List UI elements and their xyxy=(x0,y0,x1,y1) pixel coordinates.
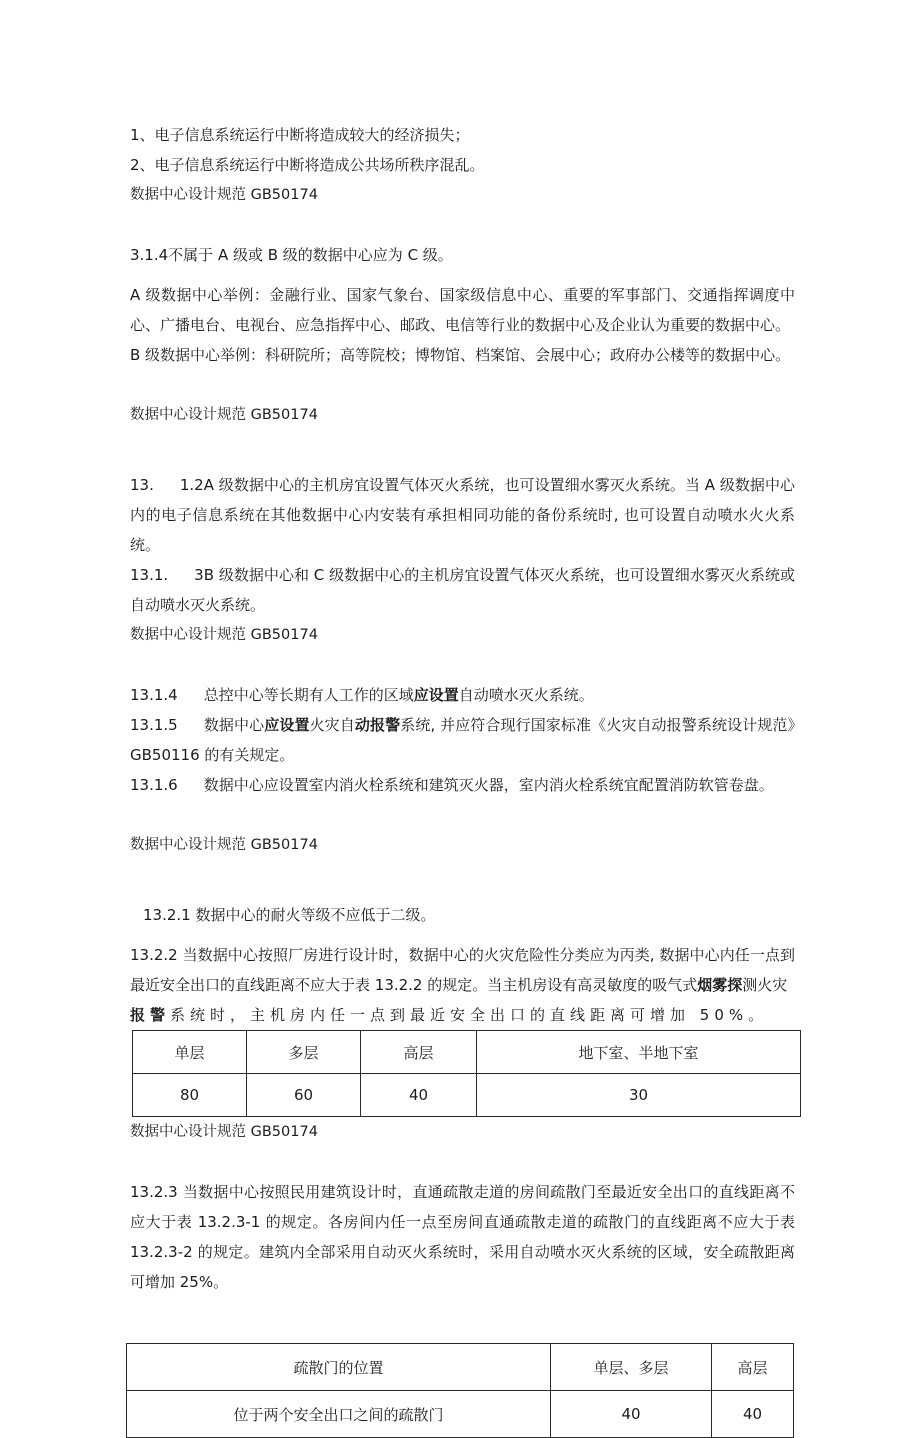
spacer xyxy=(130,650,795,680)
table-header-cell: 疏散门的位置 xyxy=(127,1344,551,1391)
section-13-2-2-last-line xyxy=(130,1000,795,1030)
table-row xyxy=(133,1074,801,1117)
section-13-1-5-number: 13.1.5 xyxy=(130,716,178,734)
table-13-2-3-1-wrapper xyxy=(130,1343,795,1424)
spacer xyxy=(130,930,795,940)
table-header-cell: 高层 xyxy=(712,1344,794,1391)
table-header-cell: 地下室、半地下室 xyxy=(477,1031,801,1074)
intro-item-2: 2、电子信息系统运行中断将造成公共场所秩序混乱。 xyxy=(130,156,485,174)
spacer xyxy=(130,860,795,900)
section-13-2-1-number: 13.2.1 xyxy=(143,906,191,924)
spacer xyxy=(130,210,795,240)
table-header-cell: 单层 xyxy=(133,1031,247,1074)
section-13-1-3-text: 级数据中心和 C 级数据中心的主机房宜设置气体灭火系统，也可设置细水雾灭火系统或自动喷水灭火系统。 xyxy=(130,566,795,614)
section-13-1-2-number-cont: 1.2A xyxy=(179,476,214,494)
footer-label-1: 数据中心设计规范 GB50174 xyxy=(130,187,318,203)
table-header-cell: 单层、多层 xyxy=(551,1344,712,1391)
table-cell: 40 xyxy=(361,1074,477,1117)
table-row-header xyxy=(133,1031,801,1074)
section-13-1-4 xyxy=(130,680,795,710)
section-13-1-5-t2: 火灾自 xyxy=(309,716,355,734)
footer-label-3: 数据中心设计规范 GB50174 xyxy=(130,627,318,643)
spacer xyxy=(130,1297,795,1343)
section-13-1-6-number: 13.1.6 xyxy=(130,776,178,794)
table-cell: 60 xyxy=(247,1074,361,1117)
section-13-1-6 xyxy=(130,770,795,800)
footer-label-4: 数据中心设计规范 GB50174 xyxy=(130,837,318,853)
section-13-1-5-b2: 动报警 xyxy=(354,716,401,734)
intro-item-1: 1、电子信息系统运行中断将造成较大的经济损失； xyxy=(130,126,470,144)
section-13-1-3 xyxy=(130,560,795,620)
table-cell: 30 xyxy=(477,1074,801,1117)
section-13-1-3-number: 13.1. xyxy=(130,566,169,584)
section-13-2-3-text: 当数据中心按照民用建筑设计时，直通疏散走道的房间疏散门至最近安全出口的直线距离不应大于表 13.2.3-1 的规定。各房间内任一点至房间直通疏散走道的疏散门的直线距离不应大于表 13.2.3-2 的规定。建筑内全部采用自动灭火系统时，采用自动喷水灭火系统的区域，安全疏散距离可增加 25%。 xyxy=(130,1183,795,1291)
section-13-2-2-last-bold: 报警 xyxy=(130,1006,171,1024)
spacer xyxy=(130,370,795,400)
section-13-1-2-text: 级数据中心的主机房宜设置气体灭火系统，也可设置细水雾灭火系统。当 A 级数据中心内的电子信息系统在其他数据中心内安装有承担相同功能的备份系统时, 也可设置自动喷水火火系统。 xyxy=(130,476,795,554)
table-cell: 位于两个安全出口之间的疏散门 xyxy=(127,1391,551,1438)
section-3-1-4-number: 3.1.4 xyxy=(130,246,169,264)
section-3-1-4-example-b: B 级数据中心举例：科研院所；高等院校；博物馆、档案馆、会展中心；政府办公楼等的数据中心。 xyxy=(130,346,791,364)
section-13-1-5 xyxy=(130,710,795,770)
section-13-2-1 xyxy=(130,900,795,930)
table-cell: 40 xyxy=(712,1391,794,1438)
table-header-cell: 高层 xyxy=(361,1031,477,1074)
footer-label-2: 数据中心设计规范 GB50174 xyxy=(130,407,318,423)
section-13-2-3 xyxy=(130,1177,795,1297)
spacer xyxy=(130,430,795,470)
table-header-cell: 多层 xyxy=(247,1031,361,1074)
section-13-1-5-b1: 应设置 xyxy=(264,716,310,734)
section-13-1-5-t1: 数据中心 xyxy=(203,716,265,734)
section-13-1-3-number-cont: 3B xyxy=(194,566,215,584)
section-13-1-4-text-pre: 总控中心等长期有人工作的区域 xyxy=(203,686,414,704)
table-13-2-3-1 xyxy=(126,1343,794,1438)
section-13-1-5-t3: 系统, 并应符合现行国家标准《火灾自动报警系统设计规范》GB50116 的有关规定。 xyxy=(130,716,795,764)
section-13-2-2-t2: 测火灾 xyxy=(742,976,788,994)
table-row-header xyxy=(127,1344,794,1391)
spacer xyxy=(130,1147,795,1177)
section-13-2-2-t1: 当数据中心按照厂房进行设计时，数据中心的火灾危险性分类应为丙类, 数据中心内任一点到最近安全出口的直线距离不应大于表 13.2.2 的规定。当主机房设有高灵敏度的吸气式 xyxy=(130,946,795,994)
table-cell: 80 xyxy=(133,1074,247,1117)
section-13-1-4-number: 13.1.4 xyxy=(130,686,178,704)
section-13-2-2-number: 13.2.2 xyxy=(130,946,178,964)
section-3-1-4-example-a: A 级数据中心举例：金融行业、国家气象台、国家级信息中心、重要的军事部门、交通指挥调度中心、广播电台、电视台、应急指挥中心、邮政、电信等行业的数据中心及企业认为重要的数据中心。 xyxy=(130,286,795,334)
section-3-1-4-text: 不属于 A 级或 B 级的数据中心应为 C 级。 xyxy=(168,246,453,264)
section-3-1-4 xyxy=(130,240,795,270)
section-13-2-2-b1: 烟雾探 xyxy=(697,976,743,994)
document-body xyxy=(130,120,795,1424)
section-13-2-3-number: 13.2.3 xyxy=(130,1183,178,1201)
table-cell: 40 xyxy=(551,1391,712,1438)
footer-label-5: 数据中心设计规范 GB50174 xyxy=(130,1124,318,1140)
table-row xyxy=(127,1391,794,1438)
section-13-1-6-text: 数据中心应设置室内消火栓系统和建筑灭火器，室内消火栓系统宜配置消防软管卷盘。 xyxy=(203,776,774,794)
section-13-1-4-text-post: 自动喷水灭火系统。 xyxy=(458,686,594,704)
table-13-2-2 xyxy=(132,1030,801,1117)
section-13-1-2-number: 13. xyxy=(130,476,154,494)
section-13-1-4-text-bold: 应设置 xyxy=(413,686,459,704)
section-13-2-2 xyxy=(130,940,795,1000)
section-13-2-2-last-rest: 系统时，主机房内任一点到最近安全出口的直线距离可增加 50%。 xyxy=(170,1006,769,1024)
section-13-1-2 xyxy=(130,470,795,560)
section-13-2-1-text: 数据中心的耐火等级不应低于二级。 xyxy=(195,906,436,924)
spacer xyxy=(130,270,795,280)
spacer xyxy=(130,800,795,830)
